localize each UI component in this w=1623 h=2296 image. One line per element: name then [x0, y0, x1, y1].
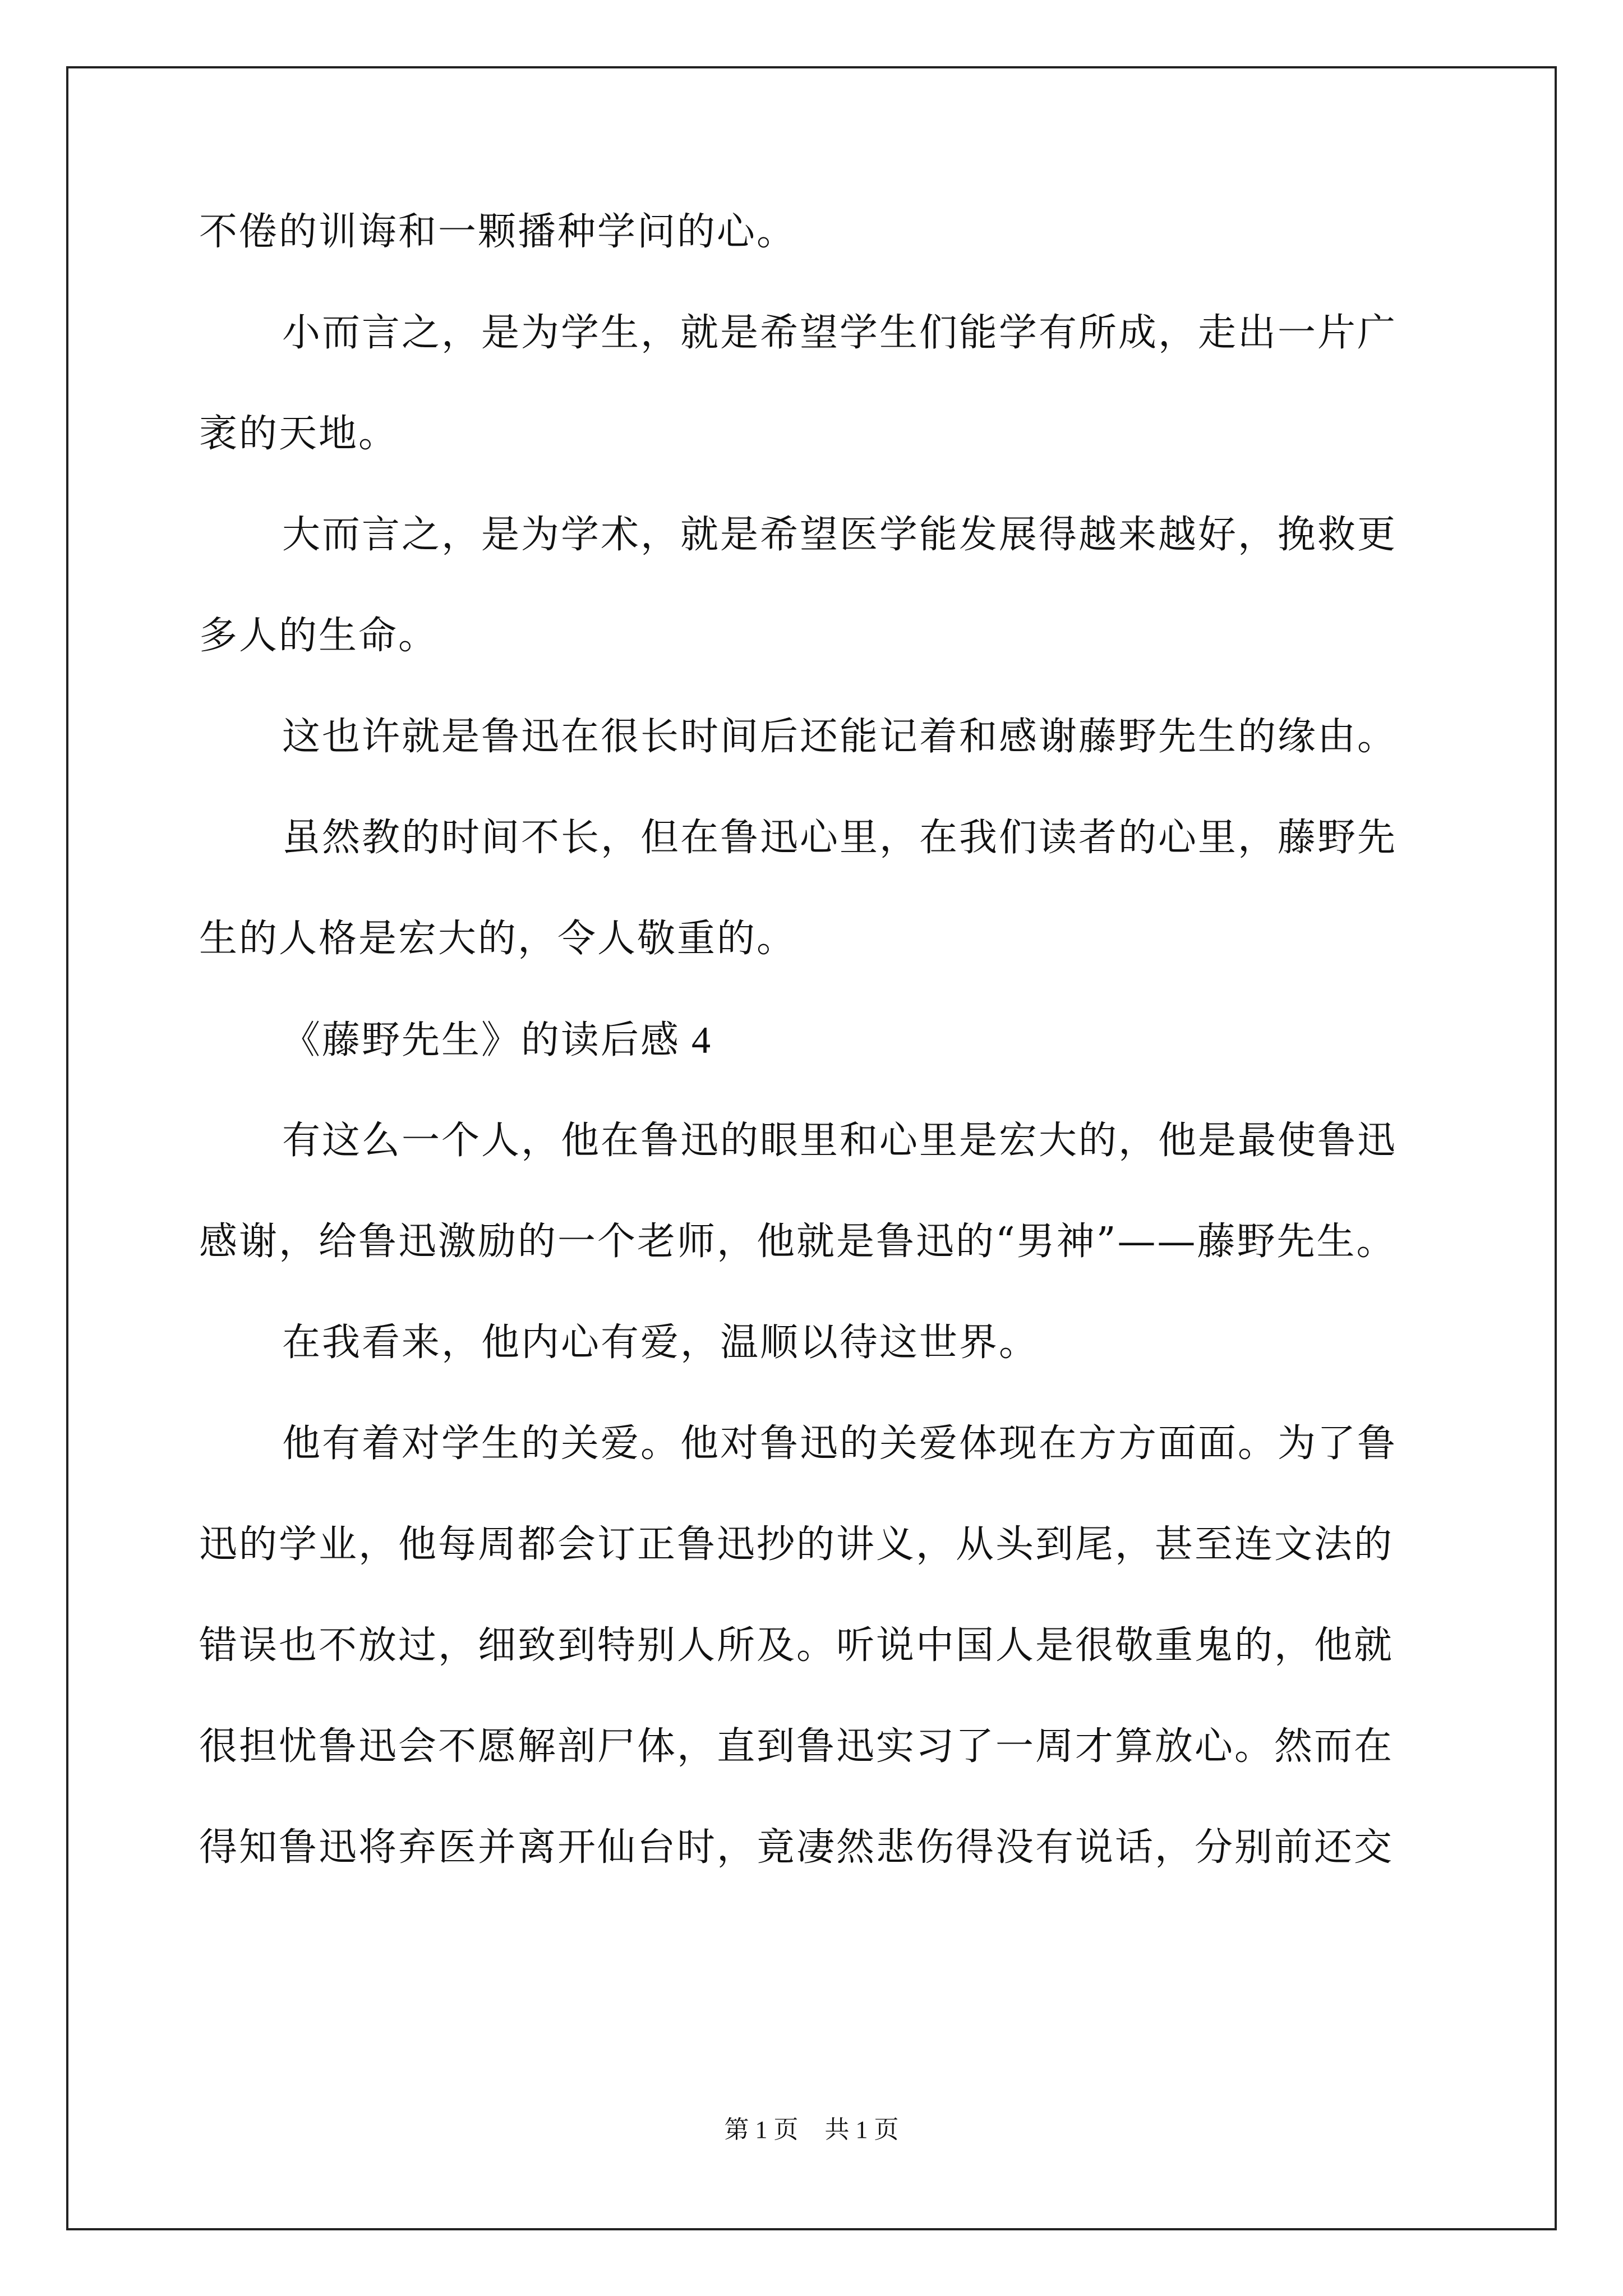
text-line: 很担忧鲁迅会不愿解剖尸体，直到鲁迅实习了一周才算放心。然而在 — [199, 1724, 1394, 1769]
text-line: 生的人格是宏大的，令人敬重的。 — [199, 917, 797, 961]
paragraph-start: 大而言之，是为学术，就是希望医学能发展得越来越好，挽救更 — [282, 513, 1398, 557]
text-line: 得知鲁迅将弃医并离开仙台时，竟凄然悲伤得没有说话，分别前还交 — [199, 1825, 1394, 1870]
paragraph-start: 在我看来，他内心有爱，温顺以待这世界。 — [282, 1320, 1039, 1365]
page-total: 共 1 页 — [824, 2116, 899, 2143]
text-line: 多人的生命。 — [199, 614, 439, 658]
paragraph-start: 小而言之，是为学生，就是希望学生们能学有所成，走出一片广 — [282, 311, 1398, 355]
paragraph-start: 他有着对学生的关爱。他对鲁迅的关爱体现在方方面面。为了鲁 — [282, 1421, 1398, 1466]
text-line: 不倦的训诲和一颗播种学问的心。 — [199, 210, 797, 254]
paragraph-start: 虽然教的时间不长，但在鲁迅心里，在我们读者的心里，藤野先 — [282, 816, 1398, 860]
text-line: 感谢，给鲁迅激励的一个老师，他就是鲁迅的“男神”——藤野先生。 — [199, 1220, 1396, 1264]
paragraph-start: 这也许就是鲁迅在很长时间后还能记着和感谢藤野先生的缘由。 — [282, 715, 1398, 759]
paragraph-start: 有这么一个人，他在鲁迅的眼里和心里是宏大的，他是最使鲁迅 — [282, 1119, 1398, 1163]
page-footer — [0, 2109, 1623, 2145]
page-number: 第 1 页 — [724, 2116, 799, 2143]
text-line: 错误也不放过，细致到特别人所及。听说中国人是很敬重鬼的，他就 — [199, 1623, 1394, 1668]
text-line: 袤的天地。 — [199, 412, 399, 456]
section-title: 《藤野先生》的读后感 4 — [282, 1019, 713, 1061]
text-line: 迅的学业，他每周都会订正鲁迅抄的讲义，从头到尾，甚至连文法的 — [199, 1522, 1394, 1567]
